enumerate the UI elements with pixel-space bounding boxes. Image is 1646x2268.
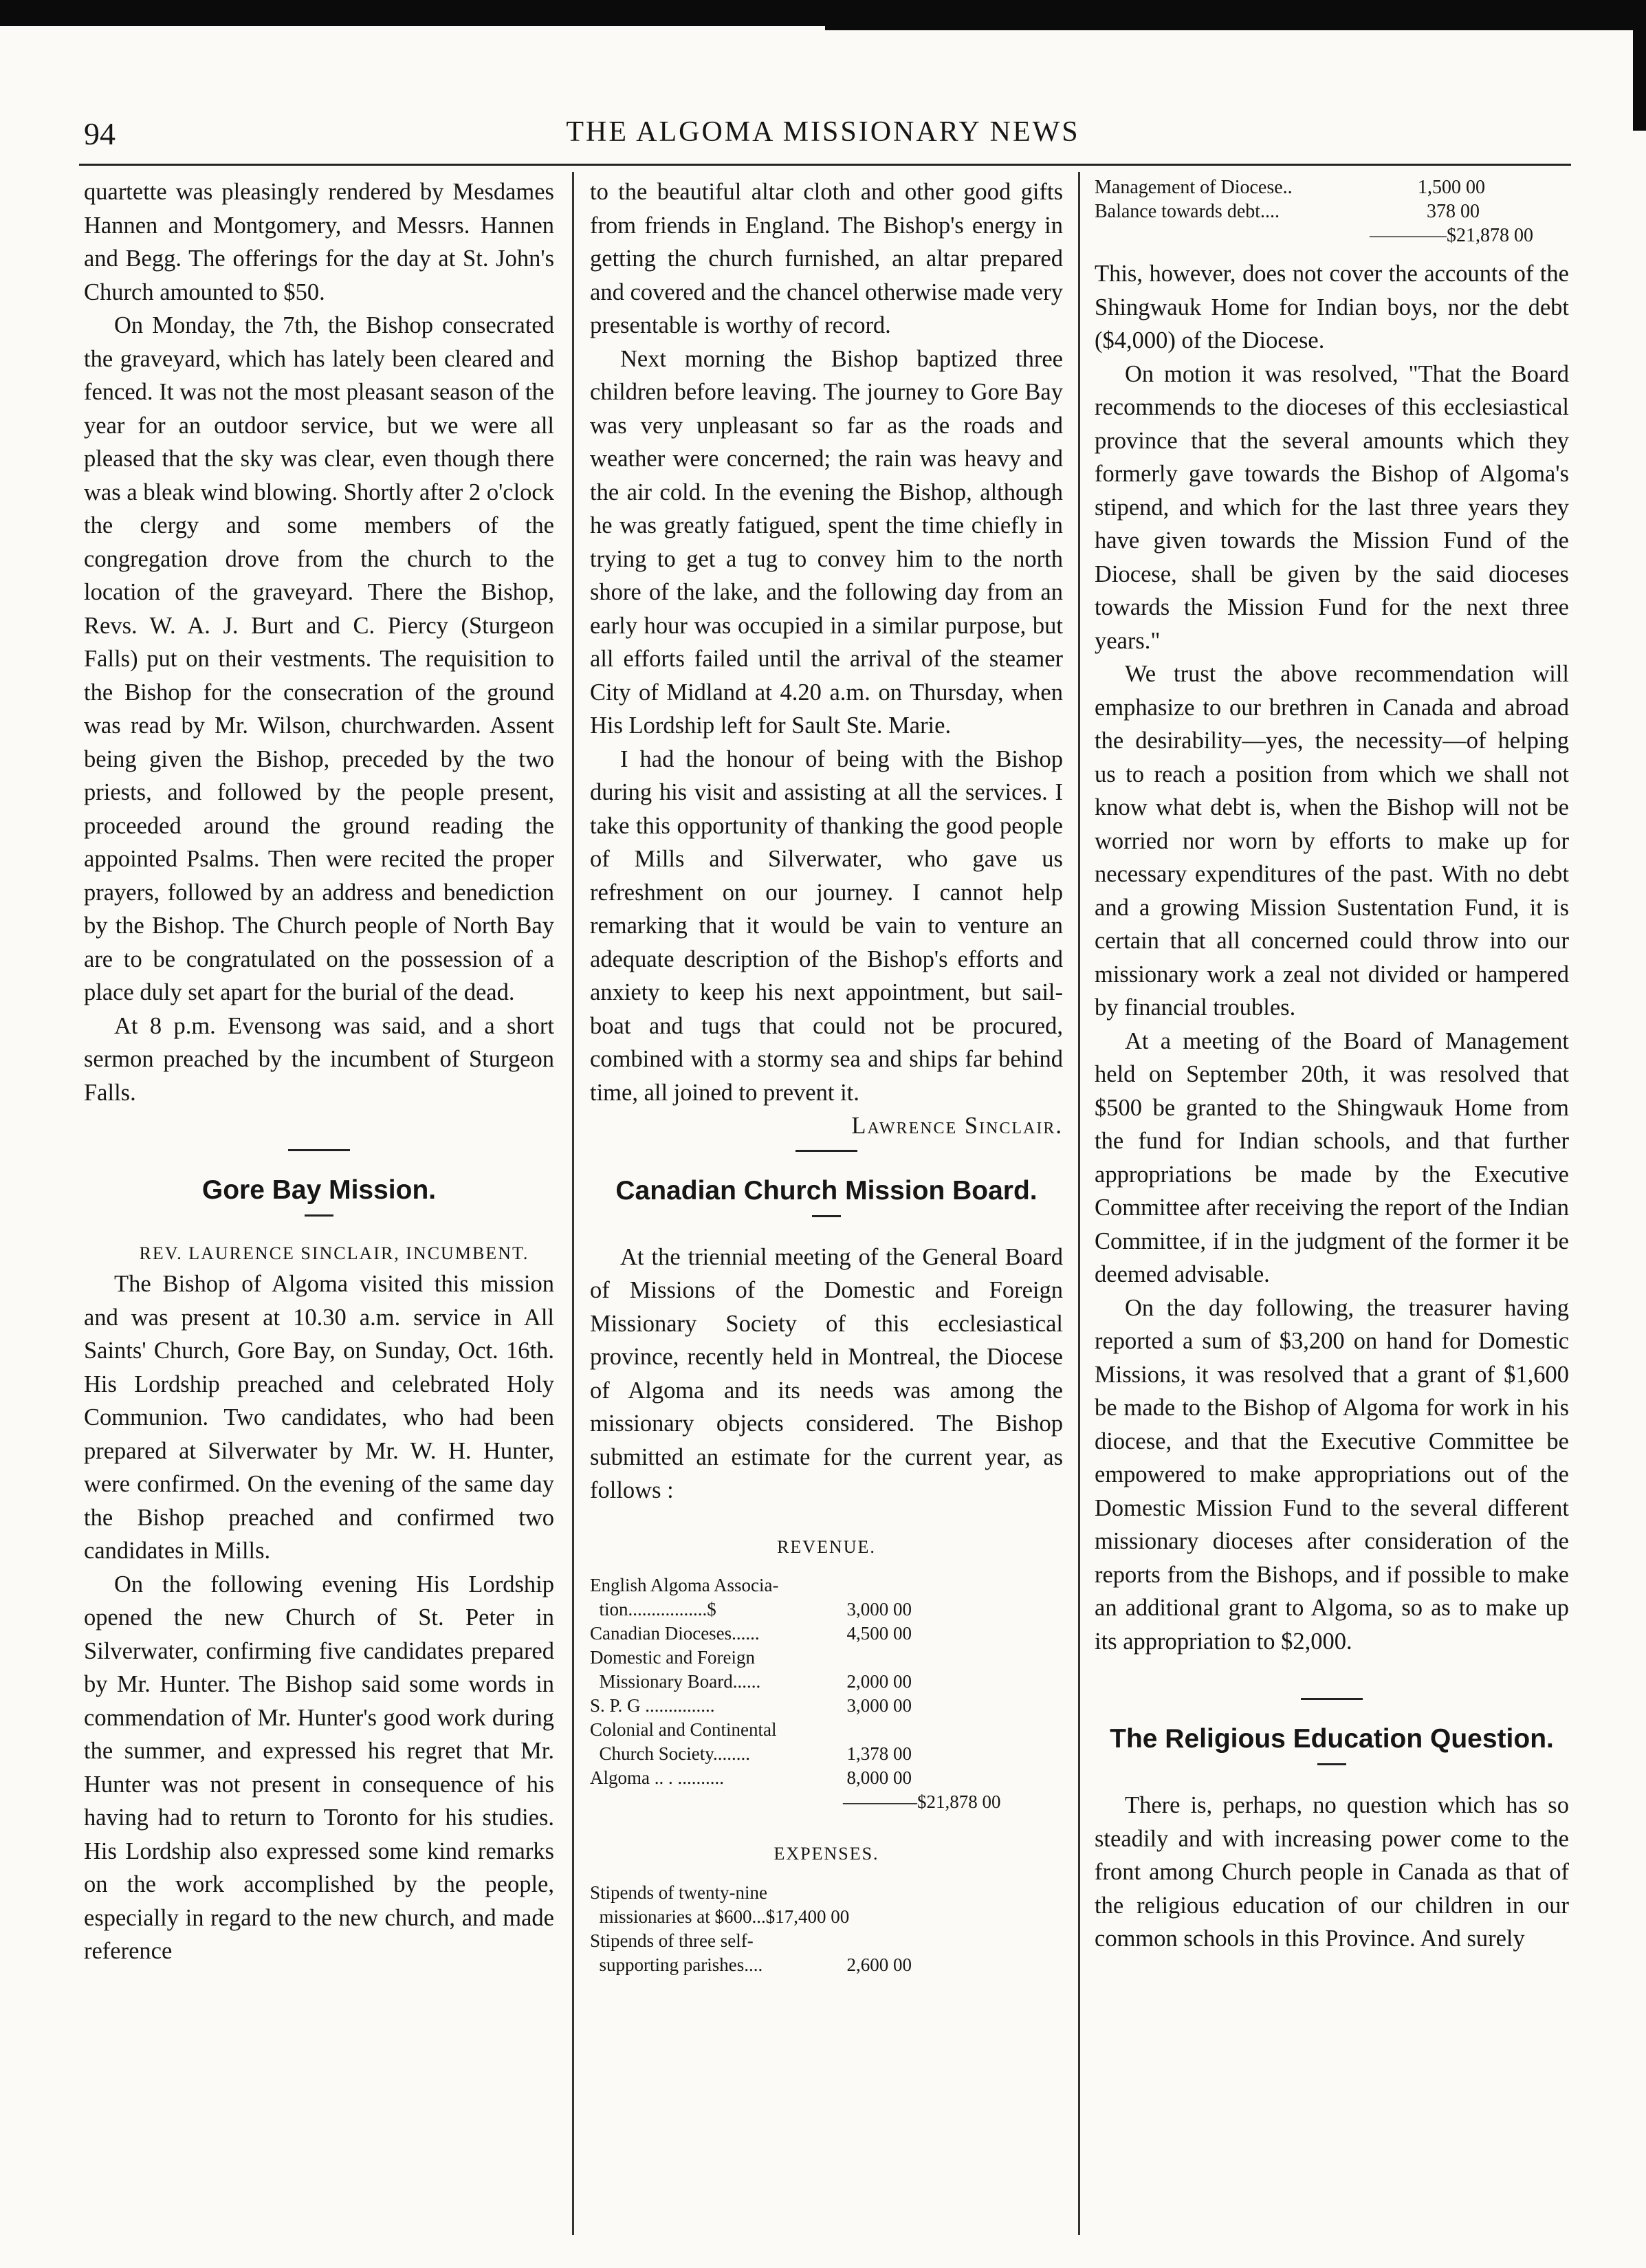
signature: Lawrence Sinclair. <box>851 1113 1063 1139</box>
column-divider <box>1078 172 1080 2235</box>
top-border-gap <box>0 26 825 32</box>
expense-amount <box>843 1905 912 1929</box>
paragraph: quartette was pleasingly rendered by Mesdames Hannen and Montgomery, and Messrs. Hannen and Begg. The offerings for the day at St. John's Church amounted to $50. <box>84 179 554 305</box>
revenue-label: S. P. G ............... <box>590 1695 715 1716</box>
expense-row <box>590 1881 1063 1905</box>
revenue-caption: REVENUE. <box>777 1536 876 1557</box>
expense-amount: 2,600 00 <box>846 1954 912 1975</box>
revenue-label: tion.................$ <box>590 1599 716 1620</box>
paragraph: At 8 p.m. Evensong was said, and a short sermon preached by the incumbent of Sturgeon Falls. <box>84 1012 554 1106</box>
revenue-label: Colonial and Continental <box>590 1719 777 1740</box>
paragraph: I had the honour of being with the Bishop during his visit and assisting at all the services. I take this opportunity of thanking the good people of Mills and Silverwater, who gave us refreshment on our journey. I cannot help remarking that it would be vain to venture an adequate description of the Bishop's efforts and anxiety to keep his next appointment, but sail-boat and tugs that could not be procured, combined with a stormy sea and ships far behind time, all joined to prevent it. <box>590 745 1063 1106</box>
revenue-row <box>590 1573 1063 1598</box>
paragraph: At the triennial meeting of the General Board of Missions of the Domestic and Foreign Missionary Society of this ecclesiastical province, recently held in Montreal, the Diocese of Algoma and its needs was among the missionary objects considered. The Bishop submitted an estimate for the current year, as follows : <box>590 1243 1063 1503</box>
revenue-row <box>590 1646 1063 1670</box>
column-3 <box>1095 175 1569 1956</box>
expenses-table-continued <box>1095 175 1569 223</box>
revenue-label: Domestic and Foreign <box>590 1647 755 1668</box>
paragraph: On the following evening His Lordship opened the new Church of St. Peter in Silverwater, confirming five candidates prepared by Mr. Hunter. The Bishop said some words in commendation of Mr. Hunter's good work during the summer, and expressed his regret that Mr. Hunter was not present in consequence of his having had to return to Toronto for his studies. His Lordship also expressed some kind remarks on the work accomplished by the people, especially in regard to the new church, and made reference <box>84 1571 554 1964</box>
revenue-amount: 3,000 00 <box>846 1599 912 1620</box>
expense-row <box>1095 199 1569 223</box>
revenue-amount <box>843 1646 912 1670</box>
paragraph: On the day following, the treasurer having reported a sum of $3,200 on hand for Domestic Missions, it was resolved that a grant of $1,600 be made to the Bishop of Algoma for work in his diocese, and that the Executive Committee be empowered to make appropriations out of the Domestic Mission Fund to the several different missionary dioceses after consideration of the reports from the Bishops, and if possible to make an additional grant to Algoma, so as to make up its appropriation to $2,000. <box>1095 1294 1569 1655</box>
paragraph: This, however, does not cover the accounts of the Shingwauk Home for Indian boys, nor the debt ($4,000) of the Diocese. <box>1095 261 1569 353</box>
right-border-bar <box>1633 0 1646 131</box>
expense-row <box>590 1953 1063 1977</box>
revenue-row <box>590 1622 1063 1646</box>
paragraph: On motion it was resolved, "That the Board recommends to the dioceses of this ecclesiastical province that the several amounts which they formerly gave towards the Bishop of Algoma's stipend, and which for the last three years they have given towards the Mission Fund of the Diocese, shall be given by the said dioceses towards the Mission Fund for the next three years." <box>1095 360 1569 654</box>
section-title-mission-board: Canadian Church Mission Board. <box>615 1175 1038 1206</box>
paragraph: Next morning the Bishop baptized three children before leaving. The journey to Gore Bay was very unpleasant so far as the roads and weather were concerned; the rain was heavy and the air cold. In the evening the Bishop, although he was greatly fatigued, spent the time chiefly in trying to get a tug to convey him to the north shore of the lake, and the following day from an early hour was occupied in a similar purpose, but all efforts failed until the arrival of the steamer City of Midland at 4.20 a.m. on Thursday, when His Lordship left for Sault Ste. Marie. <box>590 345 1063 739</box>
title-dash <box>305 1214 333 1217</box>
revenue-row <box>590 1766 1063 1790</box>
section-separator <box>1301 1698 1363 1700</box>
incumbent-line: REV. LAURENCE SINCLAIR, INCUMBENT. <box>139 1243 529 1263</box>
paragraph: There is, perhaps, no question which has so steadily and with increasing power come to the front among Church people in Canada as that of the religious education of our children in our common schools in this Province. And surely <box>1095 1792 1569 1952</box>
header-rule <box>79 164 1571 166</box>
section-separator <box>795 1150 857 1152</box>
expense-row <box>590 1929 1063 1953</box>
expenses-total: ————$21,878 00 <box>1370 225 1533 246</box>
revenue-label: Canadian Dioceses...... <box>590 1623 760 1644</box>
expense-label: Management of Diocese.. <box>1095 177 1293 198</box>
revenue-amount <box>843 1718 912 1742</box>
paragraph: The Bishop of Algoma visited this mission and was present at 10.30 a.m. service in All Saints' Church, Gore Bay, on Sunday, Oct. 16th. His Lordship preached and celebrated Holy Communion. Two candidates, who had been prepared at Silverwater by Mr. W. H. Hunter, were confirmed. On the evening of the same day the Bishop preached and confirmed two candidates in Mills. <box>84 1271 554 1564</box>
section-title-gore-bay: Gore Bay Mission. <box>201 1175 437 1205</box>
revenue-row <box>590 1694 1063 1718</box>
expense-row <box>590 1905 1063 1929</box>
title-dash <box>812 1215 841 1217</box>
revenue-amount <box>843 1573 912 1598</box>
expense-row <box>1095 175 1569 199</box>
revenue-amount: 8,000 00 <box>846 1767 912 1788</box>
revenue-row <box>590 1598 1063 1622</box>
page-number: 94 <box>84 116 116 151</box>
revenue-row <box>590 1670 1063 1694</box>
revenue-row <box>590 1742 1063 1766</box>
section-title-religious-education: The Religious Education Question. <box>1110 1724 1554 1754</box>
expense-amount <box>843 1929 912 1953</box>
revenue-label: Algoma .. . .......... <box>590 1767 724 1788</box>
expenses-caption: EXPENSES. <box>773 1844 879 1864</box>
paragraph: We trust the above recommendation will emphasize to our brethren in Canada and abroad the desirability—yes, the necessity—of helping us to reach a position from which we shall not know what debt is, when the Bishop will not be worried nor worn by efforts to make up for necessary expenditures of the past. With no debt and a growing Mission Sustentation Fund, it is certain that all concerned could throw into our missionary work a zeal not divided or hampered by financial troubles. <box>1095 661 1569 1021</box>
revenue-row <box>590 1718 1063 1742</box>
revenue-total: ————$21,878 00 <box>843 1791 1001 1812</box>
revenue-label: English Algoma Associa- <box>590 1575 779 1595</box>
revenue-table <box>590 1573 1063 1790</box>
revenue-amount: 4,500 00 <box>846 1623 912 1644</box>
expense-amount <box>843 1881 912 1905</box>
revenue-amount: 2,000 00 <box>846 1671 912 1692</box>
expense-amount: 378 00 <box>1427 201 1480 222</box>
title-dash <box>1317 1763 1346 1765</box>
expense-label: missionaries at $600...$17,400 00 <box>590 1906 850 1927</box>
column-1 <box>84 175 554 1968</box>
paragraph: On Monday, the 7th, the Bishop consecrated the graveyard, which has lately been cleared and fenced. It was not the most pleasant season of the year for an outdoor service, but we were all pleased that the sky was clear, even though there was a bleak wind blowing. Shortly after 2 o'clock the clergy and some members of the congregation drove from the church to the location of the graveyard. There the Bishop, Revs. W. A. J. Burt and C. Piercy (Sturgeon Falls) put on their vestments. The requisition to the Bishop for the consecration of the ground was read by Mr. Wilson, churchwarden. Assent being given the Bishop, preceded by the two priests, and followed by the people present, proceeded around the ground reading the appointed Psalms. Then were recited the proper prayers, followed by an address and benediction by the Bishop. The Church people of North Bay are to be congratulated on the possession of a place duly set apart for the burial of the dead. <box>84 312 554 1005</box>
column-divider <box>572 172 574 2235</box>
expense-amount: 1,500 00 <box>1418 177 1485 198</box>
expense-label: Stipends of three self- <box>590 1930 754 1951</box>
revenue-label: Church Society........ <box>590 1743 750 1764</box>
expense-label: Stipends of twenty-nine <box>590 1882 767 1903</box>
running-head: THE ALGOMA MISSIONARY NEWS <box>566 116 1080 148</box>
expenses-table <box>590 1881 1063 1977</box>
revenue-amount: 3,000 00 <box>846 1695 912 1716</box>
section-separator <box>288 1149 350 1151</box>
revenue-amount: 1,378 00 <box>846 1743 912 1764</box>
column-2 <box>590 175 1063 1977</box>
revenue-label: Missionary Board...... <box>590 1671 761 1692</box>
expense-label: Balance towards debt.... <box>1095 201 1280 222</box>
paragraph: At a meeting of the Board of Management held on September 20th, it was resolved that $500 be granted to the Shingwauk Home from the fund for Indian schools, and that further appropriations be made by the Executive Committee after receiving the report of the Indian Committee, if in the judgment of the former it be deemed advisable. <box>1095 1027 1569 1287</box>
paragraph: to the beautiful altar cloth and other good gifts from friends in England. The Bishop's energy in getting the church furnished, an altar prepared and covered and the chancel otherwise made very presentable is worthy of record. <box>590 179 1063 338</box>
expense-label: supporting parishes.... <box>590 1954 763 1975</box>
